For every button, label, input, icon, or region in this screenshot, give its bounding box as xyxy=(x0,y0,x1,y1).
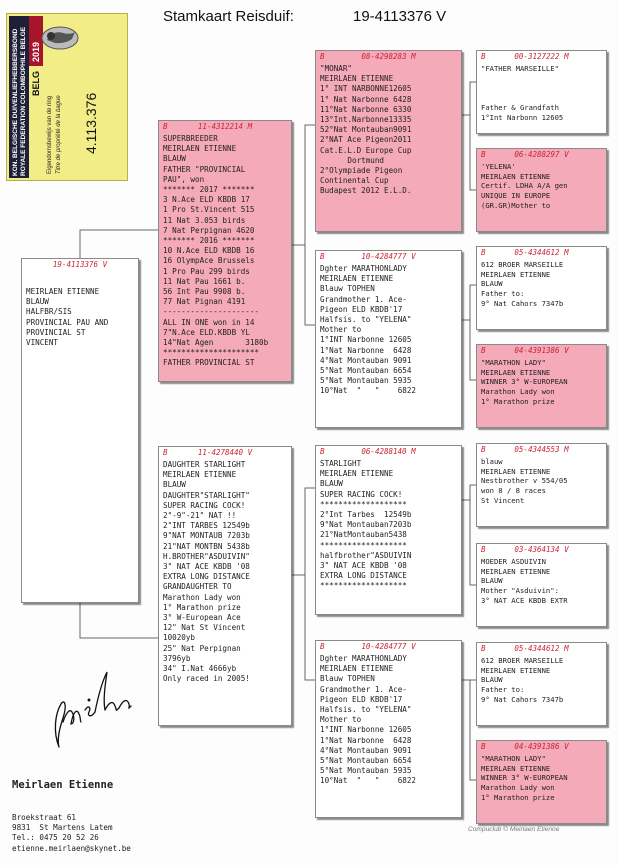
card-ring: 11-4312214 M xyxy=(197,122,253,131)
card-sex: B xyxy=(481,644,486,653)
pedigree-card-fff[interactable] xyxy=(476,50,607,134)
federation-logo-icon xyxy=(39,24,81,52)
card-ring: 05-4344612 M xyxy=(514,644,569,653)
card-ring: 00-3127222 M xyxy=(514,52,569,61)
card-text: Dghter MARATHONLADY MEIRLAEN ETIENNE Blauw TOPHEN Grandmother 1. Ace- Pigeon ELD KBDB'17 Halfsis. to "YELENA" Mother to 1°INT Narbonne 12605 1°Nat Narbonne 6428 4°Nat Montauban 9091 5°Nat Montauban 6654 5°Nat Montauban 5935 10°Nat " " 6822 xyxy=(320,654,417,786)
card-text: blauw MEIRLAEN ETIENNE Nestbrother v 554/05 won 8 / 8 races St Vincent xyxy=(481,457,568,505)
federation-name-fr: ROYALE FEDERATION COLOMBOPHILE BELGE xyxy=(20,26,27,176)
card-text: Dghter MARATHONLADY MEIRLAEN ETIENNE Blauw TOPHEN Grandmother 1. Ace- Pigeon ELD KBDB'17 Halfsis. to "YELENA" Mother to 1°INT Narbonne 12605 1°Nat Narbonne 6428 4°Nat Montauban 9091 5°Nat Montauban 6654 5°Nat Montauban 5935 10°Nat " " 6822 xyxy=(320,264,417,396)
card-sex: B xyxy=(481,150,486,159)
card-header xyxy=(316,642,461,651)
card-text: STARLIGHT MEIRLAEN ETIENNE BLAUW SUPER RACING COCK! ******************* 2°Int Tarbes 12549b 9°Nat Montauban7203b 21°NatMontauban5438 ******************* halfbrother"ASDUIVIN 3" NAT ACE KBDB '08 EXTRA LONG DISTANCE ******************* xyxy=(320,459,412,591)
card-ring: 11-4278440 V xyxy=(197,448,253,457)
card-text: 'YELENA' MEIRLAEN ETIENNE Certif. LDHA A/A gen UNIQUE IN EUROPE (GR.GR)Mother to xyxy=(481,162,568,210)
pedigree-card-mfm[interactable] xyxy=(476,543,607,627)
card-sex: B xyxy=(481,545,486,554)
card-ring: 06-4288297 V xyxy=(514,150,569,159)
card-ring: 10-4284777 V xyxy=(361,252,416,261)
pedigree-card-mmm[interactable] xyxy=(476,740,607,824)
card-ring: 04-4391386 V xyxy=(514,742,569,751)
card-ring: 08-4298283 M xyxy=(361,52,416,61)
card-header xyxy=(159,122,291,131)
pedigree-card-fmm[interactable] xyxy=(476,344,607,428)
owner-address: Broekstraat 61 9831 St Martens Latem Tel.: 0475 20 52 26 etienne.meirlaen@skynet.be xyxy=(12,812,131,853)
label-year: 2019 xyxy=(31,41,41,62)
card-text: "FATHER MARSEILLE" Father & Grandfath 1°Int Narbonn 12605 xyxy=(481,64,564,122)
card-text: "MONAR" MEIRLAEN ETIENNE 1° INT NARBONNE12605 1° Nat Narbonne 6428 11°Nat Narbonne 6330 13°Int.Narbonne13335 52°Nat Montauban9091 2°NAT Ace Pigeon2011 Cat.E.L.D Europe Cup Dortmund 2°Olympiade Pigeon Continental Cup Budapest 2012 E.L.D. xyxy=(320,64,412,196)
card-sex: B xyxy=(163,448,168,457)
card-text: "MARATHON LADY" MEIRLAEN ETIENNE WINNER 3° W-EUROPEAN Marathon Lady won 1° Marathon prize xyxy=(481,358,568,406)
card-header xyxy=(477,445,606,454)
card-text: "MARATHON LADY" MEIRLAEN ETIENNE WINNER 3° W-EUROPEAN Marathon Lady won 1° Marathon prize xyxy=(481,754,568,802)
card-header xyxy=(477,644,606,653)
pedigree-card-mf[interactable] xyxy=(315,445,462,615)
card-text: 612 BROER MARSEILLE MEIRLAEN ETIENNE BLAUW Father to: 9° Nat Cahors 7347b xyxy=(481,656,564,704)
pedigree-card-fmf[interactable] xyxy=(476,246,607,330)
page-ring-number: 19-4113376 V xyxy=(353,8,447,25)
card-header xyxy=(477,346,606,355)
signature-icon xyxy=(45,652,145,762)
card-sex: B xyxy=(320,642,325,651)
card-ring: 05-4344612 M xyxy=(514,248,569,257)
card-header xyxy=(316,252,461,261)
ring-ownership-label xyxy=(6,13,128,181)
card-header xyxy=(477,742,606,751)
owner-name: Meirlaen Etienne xyxy=(12,778,114,791)
card-header xyxy=(477,545,606,554)
card-header xyxy=(159,448,291,457)
card-text: SUPERBREEDER MEIRLAEN ETIENNE BLAUW FATHER "PROVINCIAL PAU", won ******* 2017 ******* 3 N.Ace ELD KBDB 17 1 Pro St.Vincent 515 11 Nat 3.053 birds 7 Nat Perpignan 4620 ******* 2016 ******* 10 N.Ace ELD KBDB 16 16 OlympAce Brussels 1 Pro Pau 299 birds 11 Nat Pau 1661 b. 56 Int Pau 9908 b. 77 Nat Pignan 4191 --------------------- ALL IN ONE won in 14 7"N.Ace ELD.KBDB YL 14"Nat Agen 3180b ********************* FATHER PROVINCIAL ST xyxy=(163,134,269,368)
card-ring: 10-4284777 V xyxy=(361,642,416,651)
card-sex: B xyxy=(320,252,325,261)
card-text: DAUGHTER STARLIGHT MEIRLAEN ETIENNE BLAUW DAUGHTER"STARLIGHT" SUPER RACING COCK! 2"-9"-21" NAT !! 2"INT TARBES 12549b 9"NAT MONTAUB 7203b 21"NAT MONTBN 5438b H.BROTHER"ASDUIVIN" 3" NAT ACE KBDB '08 EXTRA LONG DISTANCE GRANDAUGHTER TO Marathon Lady won 1° Marathon prize 3° W-European Ace 12" Nat St Vincent 10020yb 25" Nat Perpignan 3796yb 34" I.Nat 4666yb Only raced in 2005! xyxy=(163,460,250,684)
card-ring: 05-4344553 M xyxy=(514,445,569,454)
pedigree-card-mother[interactable] xyxy=(158,446,292,726)
pedigree-card-mm[interactable] xyxy=(315,640,462,818)
federation-strip xyxy=(9,16,29,178)
pedigree-card-ffm[interactable] xyxy=(476,148,607,232)
card-ring: 06-4288140 M xyxy=(361,447,416,456)
card-text: 612 BROER MARSEILLE MEIRLAEN ETIENNE BLAUW Father to: 9° Nat Cahors 7347b xyxy=(481,260,564,308)
card-header xyxy=(477,52,606,61)
pedigree-card-mmf[interactable] xyxy=(476,642,607,726)
card-sex: B xyxy=(481,52,486,61)
card-text: MEIRLAEN ETIENNE BLAUW HALFBR/SIS PROVINCIAL PAU AND PROVINCIAL ST VINCENT xyxy=(26,287,109,348)
pedigree-card-ff[interactable] xyxy=(315,50,462,232)
label-text-nl: Eigendomsbewijs van de ring xyxy=(47,95,53,174)
card-header xyxy=(316,52,461,61)
pedigree-card-main[interactable] xyxy=(21,258,139,603)
federation-name-nl: KON. BELGISCHE DUIVENLIEFHEBBERSBOND xyxy=(12,28,19,176)
card-text: MOEDER ASDUIVIN MEIRLAEN ETIENNE BLAUW Mother "Asduivin": 3° NAT ACE KBDB EXTR xyxy=(481,557,568,605)
card-sex: B xyxy=(163,122,168,131)
owner-block xyxy=(12,757,131,865)
card-sex: B xyxy=(481,742,486,751)
label-text-fr: Titre de propriété de la bague xyxy=(56,95,62,174)
label-ring-number: 4.113.376 xyxy=(83,92,99,154)
card-sex: B xyxy=(320,52,325,61)
card-header xyxy=(316,447,461,456)
card-header xyxy=(477,248,606,257)
card-sex: B xyxy=(320,447,325,456)
card-ring: 04-4391386 V xyxy=(514,346,569,355)
pedigree-card-father[interactable] xyxy=(158,120,292,382)
card-header xyxy=(22,260,138,269)
pedigree-card-mff[interactable] xyxy=(476,443,607,527)
card-sex: B xyxy=(481,346,486,355)
page-title: Stamkaart Reisduif: xyxy=(163,8,294,25)
label-country: BELG xyxy=(31,70,41,96)
card-header xyxy=(477,150,606,159)
card-sex: B xyxy=(481,248,486,257)
software-credit: Compuclub © Meirlaen Etienne xyxy=(468,826,560,833)
card-ring: 19-4113376 V xyxy=(52,260,108,269)
card-sex: B xyxy=(481,445,486,454)
pedigree-card-fm[interactable] xyxy=(315,250,462,428)
card-ring: 03-4364134 V xyxy=(514,545,569,554)
